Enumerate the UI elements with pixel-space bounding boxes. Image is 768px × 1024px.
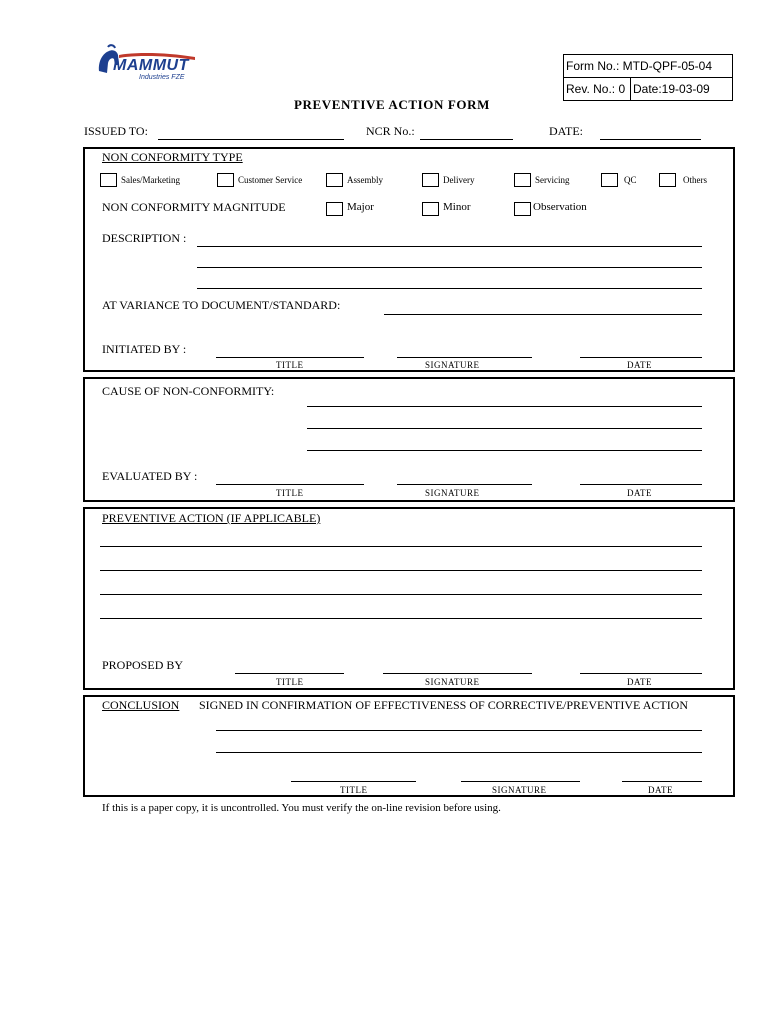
checkbox-assembly[interactable] bbox=[326, 173, 343, 187]
form-number: Form No.: MTD-QPF-05-04 bbox=[564, 55, 733, 78]
magnitude-label-minor: Minor bbox=[443, 201, 471, 213]
initiated-title-caption: TITLE bbox=[276, 360, 304, 370]
conclusion-title-field[interactable] bbox=[291, 781, 416, 782]
conclusion-signature-field[interactable] bbox=[461, 781, 580, 782]
initiated-by-label: INITIATED BY : bbox=[102, 342, 187, 356]
proposed-date-field[interactable] bbox=[580, 673, 702, 674]
date-field[interactable] bbox=[600, 139, 701, 140]
form-title: PREVENTIVE ACTION FORM bbox=[294, 97, 490, 112]
form-code-table bbox=[563, 54, 733, 101]
date-label: DATE: bbox=[549, 124, 583, 138]
nonconformity-section bbox=[83, 147, 735, 372]
ncr-no-label: NCR No.: bbox=[366, 124, 415, 138]
cause-line-3[interactable] bbox=[307, 450, 702, 451]
evaluated-title-field[interactable] bbox=[216, 484, 364, 485]
description-line-1[interactable] bbox=[197, 246, 702, 247]
type-label-qc: QC bbox=[624, 175, 637, 185]
issued-to-field[interactable] bbox=[158, 139, 344, 140]
preventive-line-2[interactable] bbox=[100, 570, 702, 571]
logo-wordmark: MAMMUT bbox=[113, 57, 189, 74]
initiated-signature-field[interactable] bbox=[397, 357, 532, 358]
type-label-servicing: Servicing bbox=[535, 175, 570, 185]
proposed-signature-caption: SIGNATURE bbox=[425, 677, 480, 687]
initiated-title-field[interactable] bbox=[216, 357, 364, 358]
conclusion-line-2[interactable] bbox=[216, 752, 702, 753]
type-label-others: Others bbox=[683, 175, 707, 185]
variance-field[interactable] bbox=[384, 314, 702, 315]
checkbox-major[interactable] bbox=[326, 202, 343, 216]
type-label-delivery: Delivery bbox=[443, 175, 475, 185]
type-label-assembly: Assembly bbox=[347, 175, 383, 185]
description-label: DESCRIPTION : bbox=[102, 231, 187, 245]
description-line-2[interactable] bbox=[197, 267, 702, 268]
magnitude-label-observation: Observation bbox=[533, 201, 587, 213]
conclusion-signature-caption: SIGNATURE bbox=[492, 785, 547, 795]
evaluated-title-caption: TITLE bbox=[276, 488, 304, 498]
revision-number: Rev. No.: 0 bbox=[564, 78, 631, 101]
evaluated-date-caption: DATE bbox=[627, 488, 652, 498]
nonconformity-type-heading: NON CONFORMITY TYPE bbox=[102, 150, 243, 164]
checkbox-qc[interactable] bbox=[601, 173, 618, 187]
conclusion-text: SIGNED IN CONFIRMATION OF EFFECTIVENESS OF CORRECTIVE/PREVENTIVE ACTION bbox=[199, 698, 689, 712]
footer-note: If this is a paper copy, it is uncontrolled. You must verify the on-line revision before using. bbox=[102, 802, 501, 814]
company-logo bbox=[95, 43, 199, 87]
description-line-3[interactable] bbox=[197, 288, 702, 289]
initiated-date-field[interactable] bbox=[580, 357, 702, 358]
initiated-signature-caption: SIGNATURE bbox=[425, 360, 480, 370]
conclusion-title-caption: TITLE bbox=[340, 785, 368, 795]
evaluated-date-field[interactable] bbox=[580, 484, 702, 485]
cause-line-2[interactable] bbox=[307, 428, 702, 429]
proposed-by-label: PROPOSED BY bbox=[102, 658, 184, 672]
evaluated-by-label: EVALUATED BY : bbox=[102, 469, 198, 483]
magnitude-label-major: Major bbox=[347, 201, 374, 213]
proposed-title-field[interactable] bbox=[235, 673, 344, 674]
checkbox-delivery[interactable] bbox=[422, 173, 439, 187]
preventive-action-heading: PREVENTIVE ACTION (IF APPLICABLE) bbox=[102, 511, 321, 525]
proposed-signature-field[interactable] bbox=[383, 673, 532, 674]
ncr-no-field[interactable] bbox=[420, 139, 513, 140]
conclusion-date-field[interactable] bbox=[622, 781, 702, 782]
revision-date: Date:19-03-09 bbox=[631, 78, 733, 101]
proposed-date-caption: DATE bbox=[627, 677, 652, 687]
checkbox-minor[interactable] bbox=[422, 202, 439, 216]
checkbox-observation[interactable] bbox=[514, 202, 531, 216]
conclusion-date-caption: DATE bbox=[648, 785, 673, 795]
logo-subtitle: Industries FZE bbox=[139, 74, 185, 81]
checkbox-sales-marketing[interactable] bbox=[100, 173, 117, 187]
cause-line-1[interactable] bbox=[307, 406, 702, 407]
type-label-sales-marketing: Sales/Marketing bbox=[121, 175, 180, 185]
checkbox-servicing[interactable] bbox=[514, 173, 531, 187]
conclusion-heading: CONCLUSION bbox=[102, 698, 180, 712]
initiated-date-caption: DATE bbox=[627, 360, 652, 370]
proposed-title-caption: TITLE bbox=[276, 677, 304, 687]
preventive-line-3[interactable] bbox=[100, 594, 702, 595]
preventive-line-1[interactable] bbox=[100, 546, 702, 547]
checkbox-others[interactable] bbox=[659, 173, 676, 187]
cause-heading: CAUSE OF NON-CONFORMITY: bbox=[102, 384, 275, 398]
evaluated-signature-field[interactable] bbox=[397, 484, 532, 485]
magnitude-label: NON CONFORMITY MAGNITUDE bbox=[102, 200, 286, 214]
issued-to-label: ISSUED TO: bbox=[84, 124, 148, 138]
evaluated-signature-caption: SIGNATURE bbox=[425, 488, 480, 498]
variance-label: AT VARIANCE TO DOCUMENT/STANDARD: bbox=[102, 298, 341, 312]
conclusion-line-1[interactable] bbox=[216, 730, 702, 731]
type-label-customer-service: Customer Service bbox=[238, 175, 303, 185]
preventive-line-4[interactable] bbox=[100, 618, 702, 619]
checkbox-customer-service[interactable] bbox=[217, 173, 234, 187]
